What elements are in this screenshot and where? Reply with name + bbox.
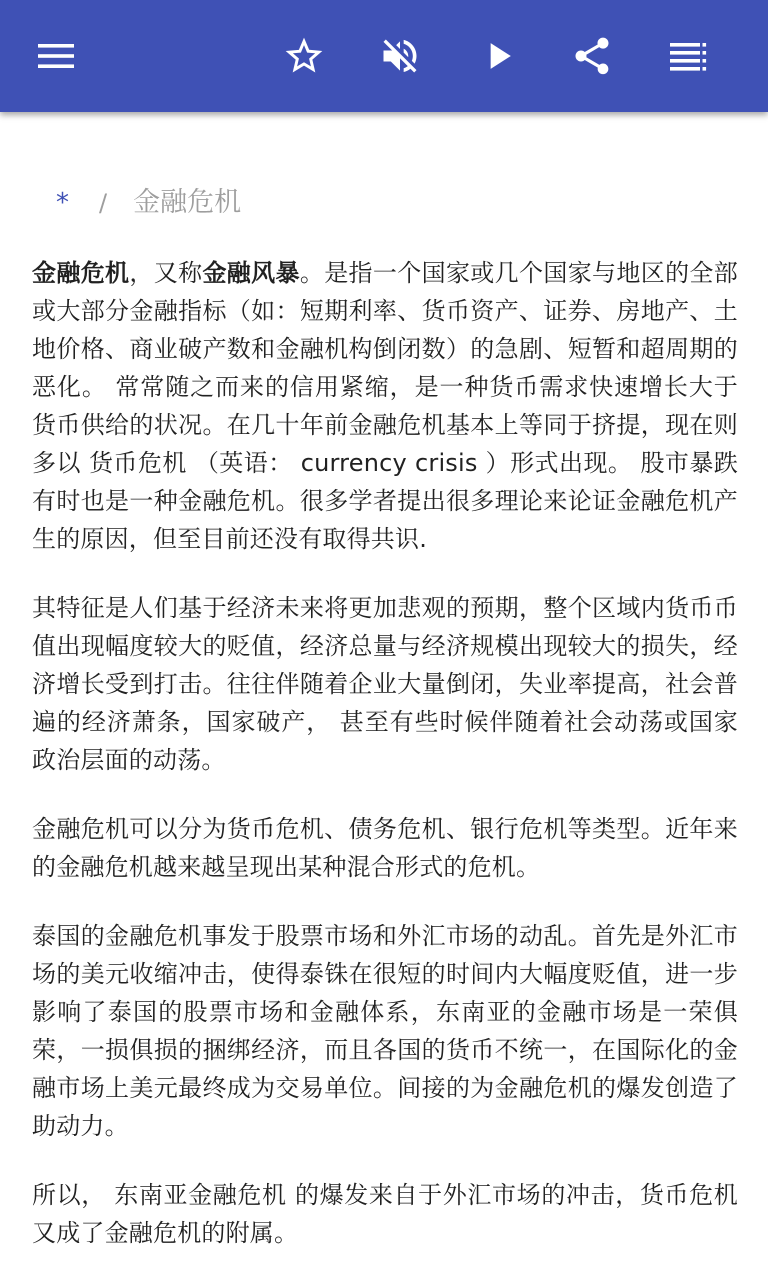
paragraph-5: [32, 1176, 738, 1252]
volume-off-icon: [378, 34, 422, 78]
link-stock-crash[interactable]: 股市暴跌: [640, 449, 738, 477]
article-body: [32, 254, 738, 1280]
link-currency-crisis[interactable]: 货币危机: [88, 449, 187, 477]
paragraph-text: （英语： currency crisis ）形式出现。: [186, 449, 641, 477]
paragraph-text: ，又称: [129, 259, 203, 287]
play-icon: [476, 34, 520, 78]
article-content[interactable]: [0, 112, 768, 1280]
breadcrumb: [56, 180, 241, 219]
paragraph-2: 其特征是人们基于经济未来将更加悲观的预期，整个区域内货币币值出现幅度较大的贬值，经济总量与经济规模出现较大的损失，经济增长受到打击。往往伴随着企业大量倒闭，失业率提高，社会普遍的经济萧条，国家破产， 甚至有些时候伴随着社会动荡或国家政治层面的动荡。: [32, 594, 738, 774]
mute-button[interactable]: [372, 28, 428, 84]
paragraph-text: 所以，: [32, 1181, 115, 1209]
paragraph-text: 。是指一个国家或几个国家与地区的全部或大部分金融指标（如：短期利率、货币资产、证券、房地产、土地价格、商业破产数和金融机构倒闭数）的急剧、短暂和超周期的恶化。 常常随之而来的信用紧缩，是一种货币需求快速增长大于货币供给的状况。在几十年前金融危机基本上等同于挤提，现在则多以: [32, 259, 738, 477]
app-bar: [0, 0, 768, 112]
breadcrumb-root-link[interactable]: *: [56, 188, 69, 218]
favorite-button[interactable]: [276, 28, 332, 84]
paragraph-3: 金融危机可以分为货币危机、债务危机、银行危机等类型。近年来的金融危机越来越呈现出某种混合形式的危机。: [32, 815, 738, 881]
paragraph-text: 有时也是一种金融危机。很多学者提出很多理论来论证金融危机产生的原因，但至目前还没有取得共识.: [32, 487, 738, 553]
play-button[interactable]: [470, 28, 526, 84]
list-icon: [668, 36, 708, 76]
link-southeast-asia-crisis[interactable]: 东南亚金融危机: [114, 1181, 287, 1209]
paragraph-1: [32, 254, 738, 558]
article-term: 金融危机: [32, 259, 130, 287]
menu-button[interactable]: [28, 28, 84, 84]
toc-button[interactable]: [660, 28, 716, 84]
breadcrumb-current: 金融危机: [133, 187, 242, 218]
paragraph-text: 的爆发来自于外汇市场的冲击，货币危机又成了金融危机的附属。: [32, 1181, 738, 1247]
menu-icon: [36, 36, 76, 76]
share-icon: [570, 34, 614, 78]
share-button[interactable]: [564, 28, 620, 84]
breadcrumb-separator: /: [99, 189, 108, 217]
paragraph-4: 泰国的金融危机事发于股票市场和外汇市场的动乱。首先是外汇市场的美元收缩冲击，使得泰铢在很短的时间内大幅度贬值，进一步影响了泰国的股票市场和金融体系，东南亚的金融市场是一荣俱荣，一损俱损的捆绑经济，而且各国的货币不统一，在国际化的金融市场上美元最终成为交易单位。间接的为金融危机的爆发创造了助动力。: [32, 922, 738, 1140]
star-outline-icon: [282, 34, 326, 78]
article-alias: 金融风暴: [202, 259, 300, 287]
